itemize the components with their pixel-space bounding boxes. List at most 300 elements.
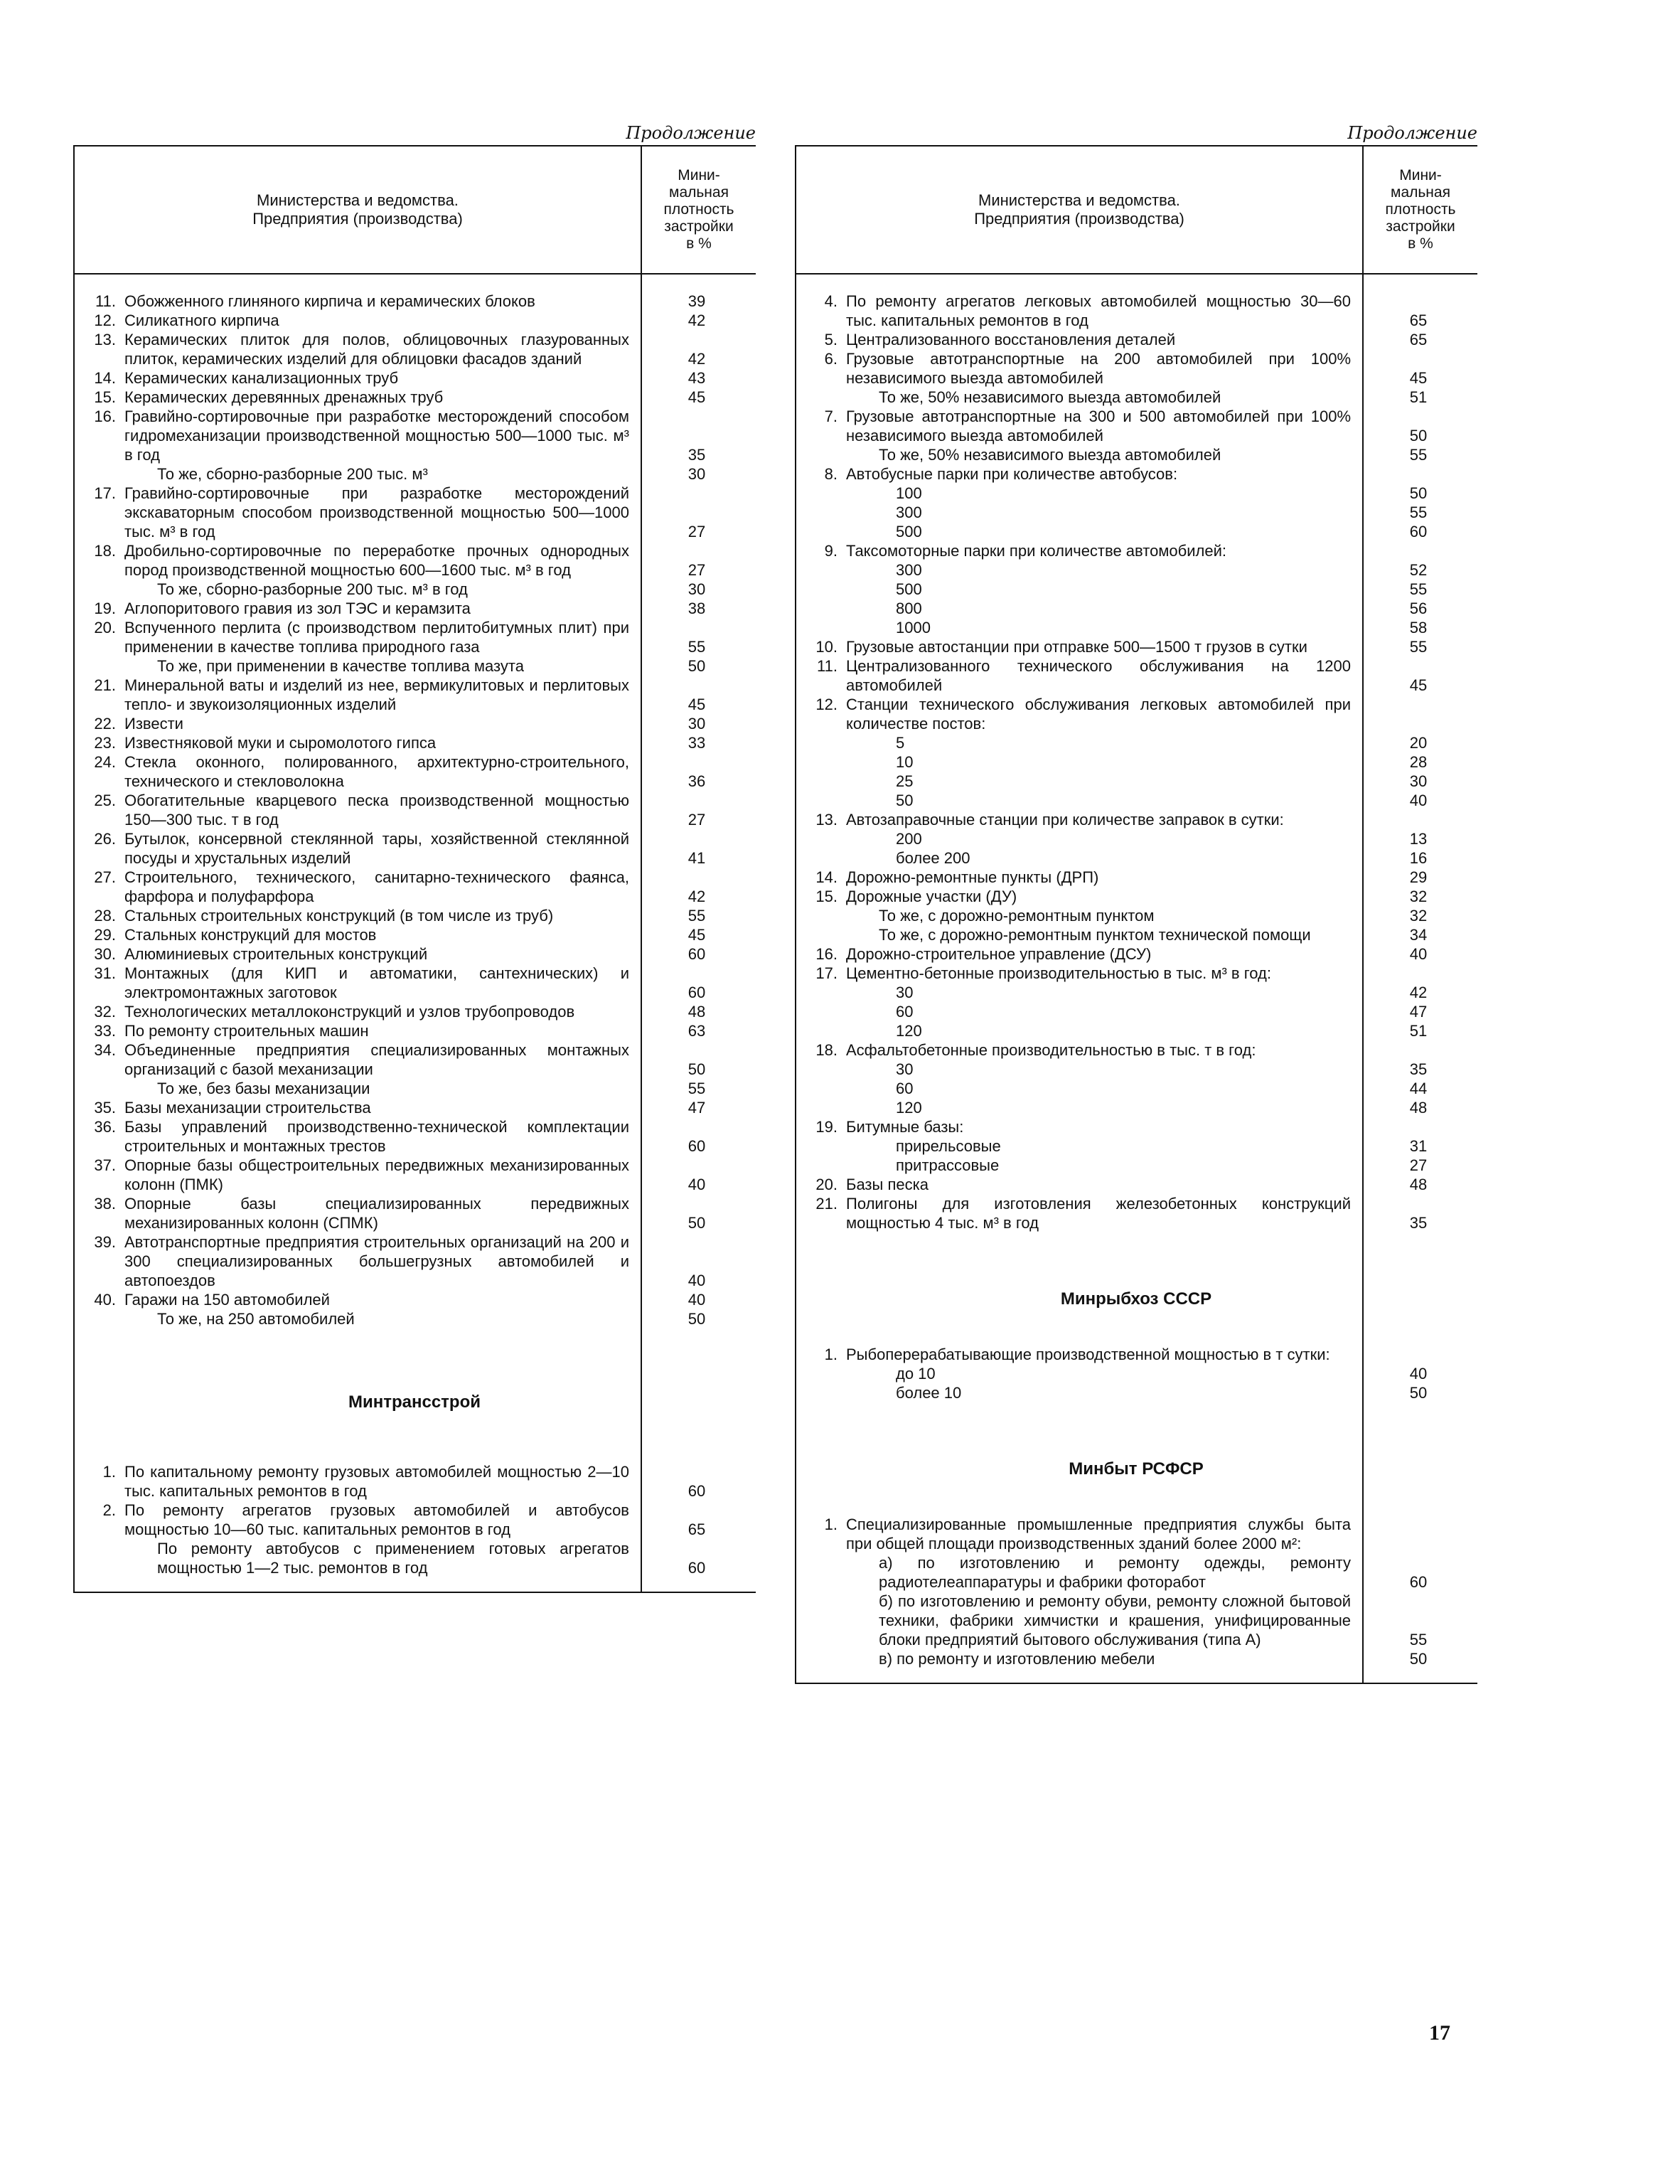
row-label: Базы управлений производственно-технической комплектации строительных и монтажных трестов: [124, 1118, 629, 1155]
row-number: 33.: [94, 1022, 116, 1040]
row-number: [795, 791, 846, 810]
table-row: [795, 983, 1477, 1002]
table-row: [795, 1383, 1477, 1402]
row-number: [73, 656, 124, 676]
row-number: [795, 1649, 846, 1668]
row-number: 4.: [824, 292, 838, 310]
row-number: 20.: [815, 1176, 838, 1193]
row-number: 14.: [815, 868, 838, 886]
table-row: [795, 1364, 1477, 1383]
table-header: [73, 147, 756, 275]
row-value: 50: [1409, 427, 1428, 444]
table-row: [73, 1117, 756, 1156]
table-row: [795, 964, 1477, 983]
row-value: 47: [1409, 1003, 1428, 1021]
row-label: По ремонту агрегатов легковых автомобилей мощностью 30—60 тыс. капитальных ремонтов в год: [846, 292, 1351, 329]
row-label: То же, без базы механизации: [157, 1080, 370, 1097]
table-row: [795, 695, 1477, 733]
row-label: Базы механизации строительства: [124, 1099, 371, 1117]
table-row: [73, 944, 756, 964]
row-value: 40: [687, 1176, 706, 1193]
row-value: 50: [1409, 484, 1428, 502]
left-column: [73, 121, 756, 1593]
row-value: 29: [1409, 868, 1428, 886]
row-label: Объединенные предприятия специализированных монтажных организаций с базой механизации: [124, 1041, 629, 1078]
row-label: Дорожно-строительное управление (ДСУ): [846, 945, 1152, 963]
row-label: Керамических деревянных дренажных труб: [124, 388, 444, 406]
continued-label: Продолжение: [1347, 123, 1477, 143]
row-label: По ремонту агрегатов грузовых автомобилей и автобусов мощностью 10—60 тыс. капитальных ремонтов в год: [124, 1501, 629, 1538]
row-value: 27: [687, 561, 706, 579]
table-row: [795, 752, 1477, 772]
row-value: 63: [687, 1022, 706, 1040]
row-value: 50: [687, 1214, 706, 1232]
table-row: [73, 752, 756, 791]
row-label: Стальных конструкций для мостов: [124, 926, 377, 944]
row-label: То же, с дорожно-ремонтным пунктом: [879, 907, 1155, 925]
row-number: 2.: [102, 1501, 116, 1519]
table-row: [795, 1156, 1477, 1175]
row-value: 40: [1409, 792, 1428, 809]
row-label: 30: [896, 984, 914, 1001]
row-label: То же, 50% независимого выезда автомобилей: [879, 388, 1221, 406]
row-value: 30: [687, 715, 706, 733]
table-row: [795, 407, 1477, 445]
row-number: [795, 848, 846, 868]
header-ministries: Министерства и ведомства. Предприятия (производства): [252, 191, 463, 228]
row-label: Централизованного технического обслуживания на 1200 автомобилей: [846, 657, 1351, 694]
table-row: [795, 1175, 1477, 1194]
right-column: [795, 121, 1477, 1684]
row-number: [795, 752, 846, 772]
table-row: [795, 772, 1477, 791]
row-number: 1.: [824, 1516, 838, 1533]
row-value: 60: [687, 945, 706, 963]
table-row: [73, 464, 756, 484]
row-value: [1364, 541, 1477, 560]
row-label: Стальных строительных конструкций (в том числе из труб): [124, 907, 554, 925]
row-number: [795, 829, 846, 848]
row-number: [795, 388, 846, 407]
table-row: [795, 330, 1477, 349]
row-value: 27: [687, 811, 706, 829]
row-number: 18.: [815, 1041, 838, 1059]
row-value: 60: [687, 1559, 706, 1577]
table-row: [73, 791, 756, 829]
row-number: 19.: [815, 1118, 838, 1136]
row-value: 41: [687, 849, 706, 867]
row-value: 60: [687, 984, 706, 1001]
table-row: [795, 887, 1477, 906]
row-value: [1364, 810, 1477, 829]
table-row: [795, 1040, 1477, 1060]
row-label: прирельсовые: [896, 1137, 1001, 1155]
row-label: То же, с дорожно-ремонтным пунктом технической помощи: [879, 926, 1311, 944]
row-value: 55: [1409, 638, 1428, 656]
row-label: 30: [896, 1060, 914, 1078]
row-number: 30.: [94, 945, 116, 963]
row-value: 45: [1409, 369, 1428, 387]
row-value: 60: [1409, 1573, 1428, 1591]
row-value: 42: [687, 311, 706, 329]
row-label: То же, при применении в качестве топлива мазута: [157, 657, 524, 675]
row-label: Строительного, технического, санитарно-технического фаянса, фарфора и полуфарфора: [124, 868, 629, 905]
row-number: 18.: [94, 542, 116, 560]
row-label: в) по ремонту и изготовлению мебели: [879, 1650, 1155, 1668]
row-label: Силикатного кирпича: [124, 311, 279, 329]
row-number: [73, 1079, 124, 1098]
row-number: 20.: [94, 619, 116, 636]
table-row: [73, 1232, 756, 1290]
row-label: Дорожные участки (ДУ): [846, 888, 1017, 905]
row-label: Дробильно-сортировочные по переработке прочных однородных пород производственной мощностью 600—1600 тыс. м³ в год: [124, 542, 629, 579]
row-value: 45: [687, 926, 706, 944]
row-value: 55: [1409, 580, 1428, 598]
row-number: 14.: [94, 369, 116, 387]
table-row: [73, 484, 756, 541]
row-value: 30: [1409, 772, 1428, 790]
continued-label: Продолжение: [626, 123, 756, 143]
table-row: [795, 560, 1477, 580]
row-number: 17.: [815, 964, 838, 982]
row-value: 56: [1409, 600, 1428, 617]
row-number: [795, 1060, 846, 1079]
section-title: Минбыт РСФСР: [1069, 1459, 1204, 1479]
row-value: 42: [687, 888, 706, 905]
table-row: [795, 1002, 1477, 1021]
column-divider: [1362, 147, 1364, 1683]
row-number: [73, 580, 124, 599]
row-number: [795, 503, 846, 522]
row-value: 35: [687, 446, 706, 464]
row-value: 34: [1409, 926, 1428, 944]
row-label: Дорожно-ремонтные пункты (ДРП): [846, 868, 1099, 886]
row-value: 47: [687, 1099, 706, 1117]
table-row: [73, 656, 756, 676]
row-label: 300: [896, 561, 922, 579]
table-row: [795, 810, 1477, 829]
row-number: 16.: [815, 945, 838, 963]
row-number: 1.: [102, 1463, 116, 1481]
row-value: [1364, 464, 1477, 484]
table-row: [795, 484, 1477, 503]
row-label: а) по изготовлению и ремонту одежды, ремонту радиотелеаппаратуры и фабрики фоторабот: [879, 1554, 1351, 1591]
row-number: 40.: [94, 1291, 116, 1309]
row-number: 31.: [94, 964, 116, 982]
table-row: [73, 1098, 756, 1117]
row-value: 50: [1409, 1650, 1428, 1668]
row-value: 30: [687, 580, 706, 598]
row-value: 44: [1409, 1080, 1428, 1097]
row-number: 35.: [94, 1099, 116, 1117]
row-value: 60: [687, 1137, 706, 1155]
table-row: [73, 714, 756, 733]
table-row: [795, 637, 1477, 656]
row-value: 32: [1409, 888, 1428, 905]
row-label: 300: [896, 504, 922, 521]
row-number: 27.: [94, 868, 116, 886]
row-number: 36.: [94, 1118, 116, 1136]
row-label: Специализированные промышленные предприятия службы быта при общей площади производственных зданий более 2000 м²:: [846, 1516, 1351, 1552]
row-number: 1.: [824, 1346, 838, 1363]
row-value: 31: [1409, 1137, 1428, 1155]
row-number: [795, 983, 846, 1002]
row-value: 33: [687, 734, 706, 752]
row-value: 45: [1409, 676, 1428, 694]
table-body: [795, 275, 1477, 1683]
table-row: [795, 1060, 1477, 1079]
row-value: 48: [1409, 1099, 1428, 1117]
row-number: [795, 560, 846, 580]
row-label: Гравийно-сортировочные при разработке месторождений экскаваторным способом производственной мощностью 500—1000 тыс. м³ в год: [124, 484, 629, 540]
row-value: 50: [687, 1060, 706, 1078]
table-row: [73, 676, 756, 714]
row-number: 13.: [815, 811, 838, 829]
row-number: [795, 484, 846, 503]
table-row: [73, 1539, 756, 1577]
row-value: 55: [1409, 504, 1428, 521]
table-row: [795, 541, 1477, 560]
row-value: 42: [1409, 984, 1428, 1001]
table-row: [73, 906, 756, 925]
row-label: более 10: [896, 1384, 962, 1402]
row-number: [795, 772, 846, 791]
table-row: [795, 445, 1477, 464]
header-density: Мини- мальная плотность застройки в %: [663, 167, 734, 252]
table-row: [73, 868, 756, 906]
row-value: 30: [687, 465, 706, 483]
row-label: Минеральной ваты и изделий из нее, вермикулитовых и перлитовых тепло- и звукоизоляционных изделий: [124, 676, 629, 713]
table-body: [73, 275, 756, 1592]
row-number: 11.: [95, 292, 116, 310]
row-label: Монтажных (для КИП и автоматики, сантехнических) и электромонтажных заготовок: [124, 964, 629, 1001]
row-value: 45: [687, 388, 706, 406]
table-row: [795, 1649, 1477, 1668]
table-row: [73, 407, 756, 464]
table-row: [73, 1156, 756, 1194]
row-value: [1364, 1040, 1477, 1060]
row-label: То же, сборно-разборные 200 тыс. м³ в год: [157, 580, 468, 598]
row-number: [73, 464, 124, 484]
page-number: 17: [1429, 2021, 1450, 2045]
row-number: [795, 1136, 846, 1156]
table-row: [795, 848, 1477, 868]
row-value: 45: [687, 696, 706, 713]
row-number: 38.: [94, 1195, 116, 1213]
row-label: 120: [896, 1022, 922, 1040]
row-label: Вспученного перлита (с производством перлитобитумных плит) при применении в качестве топлива природного газа: [124, 619, 629, 656]
row-number: [795, 1592, 846, 1649]
row-label: 10: [896, 753, 914, 771]
table-row: [795, 618, 1477, 637]
row-label: Грузовые автотранспортные на 200 автомобилей при 100% независимого выезда автомобилей: [846, 350, 1351, 387]
row-number: [795, 1079, 846, 1098]
row-value: 36: [687, 772, 706, 790]
row-number: 28.: [94, 907, 116, 925]
row-value: [1364, 1117, 1477, 1136]
table-row: [795, 829, 1477, 848]
row-value: 60: [1409, 523, 1428, 540]
row-value: 50: [1409, 1384, 1428, 1402]
row-value: [1364, 695, 1477, 733]
row-number: [795, 906, 846, 925]
row-number: 8.: [824, 465, 838, 483]
row-number: [795, 1364, 846, 1383]
table-row: [73, 580, 756, 599]
row-label: 60: [896, 1003, 914, 1021]
row-label: 200: [896, 830, 922, 848]
row-number: 22.: [94, 715, 116, 733]
row-label: Керамических канализационных труб: [124, 369, 399, 387]
row-label: Известняковой муки и сыромолотого гипса: [124, 734, 437, 752]
table-row: [795, 1592, 1477, 1649]
table-row: [73, 388, 756, 407]
row-value: 20: [1409, 734, 1428, 752]
table-row: [73, 1290, 756, 1309]
table-row: [73, 618, 756, 656]
row-label: Рыбоперерабатывающие производственной мощностью в т сутки:: [846, 1346, 1330, 1363]
row-number: 21.: [815, 1195, 838, 1213]
row-value: 65: [1409, 311, 1428, 329]
row-value: 16: [1409, 849, 1428, 867]
row-label: Базы песка: [846, 1176, 929, 1193]
row-label: Полигоны для изготовления железобетонных конструкций мощностью 4 тыс. м³ в год: [846, 1195, 1351, 1232]
row-label: Керамических плиток для полов, облицовочных глазурованных плиток, керамических изделий для облицовки фасадов зданий: [124, 331, 629, 368]
row-label: Аглопоритового гравия из зол ТЭС и керамзита: [124, 600, 471, 617]
table-row: [795, 349, 1477, 388]
row-label: То же, на 250 автомобилей: [157, 1310, 355, 1328]
table-row: [73, 925, 756, 944]
row-value: 40: [1409, 1365, 1428, 1383]
row-number: 24.: [94, 753, 116, 771]
row-label: Гаражи на 150 автомобилей: [124, 1291, 330, 1309]
row-number: [795, 445, 846, 464]
row-value: 35: [1409, 1214, 1428, 1232]
table-row: [795, 1515, 1477, 1553]
table-row: [73, 964, 756, 1002]
table-row: [795, 906, 1477, 925]
row-number: 32.: [94, 1003, 116, 1021]
row-number: 6.: [824, 350, 838, 368]
row-number: [795, 522, 846, 541]
row-value: 28: [1409, 753, 1428, 771]
row-number: [795, 925, 846, 944]
row-number: 39.: [94, 1233, 116, 1251]
table-row: [73, 1501, 756, 1539]
row-number: [795, 618, 846, 637]
row-number: [795, 580, 846, 599]
table-row: [795, 580, 1477, 599]
row-number: [73, 1309, 124, 1328]
row-label: 50: [896, 792, 914, 809]
row-value: 27: [687, 523, 706, 540]
table-row: [73, 599, 756, 618]
row-value: 43: [687, 369, 706, 387]
row-value: 50: [687, 657, 706, 675]
row-label: Асфальтобетонные производительностью в тыс. т в год:: [846, 1041, 1256, 1059]
table-row: [795, 1136, 1477, 1156]
row-label: 25: [896, 772, 914, 790]
table-header: [795, 147, 1477, 275]
row-label: По ремонту автобусов с применением готовых агрегатов мощностью 1—2 тыс. ремонтов в год: [157, 1540, 629, 1577]
row-number: 17.: [94, 484, 116, 502]
row-number: 21.: [94, 676, 116, 694]
row-value: 52: [1409, 561, 1428, 579]
row-number: 37.: [94, 1156, 116, 1174]
row-number: 16.: [94, 407, 116, 425]
row-label: Гравийно-сортировочные при разработке месторождений способом гидромеханизации производственной мощностью 500—1000 тыс. м³ в год: [124, 407, 629, 464]
table-row: [73, 733, 756, 752]
row-number: 5.: [824, 331, 838, 348]
row-value: 32: [1409, 907, 1428, 925]
table-row: [795, 1194, 1477, 1232]
table-row: [73, 1309, 756, 1328]
table-row: [73, 1462, 756, 1501]
row-number: [795, 1553, 846, 1592]
row-label: Извести: [124, 715, 183, 733]
row-value: 51: [1409, 1022, 1428, 1040]
row-number: 15.: [815, 888, 838, 905]
row-number: 7.: [824, 407, 838, 425]
row-label: Обожженного глиняного кирпича и керамических блоков: [124, 292, 535, 310]
row-number: [795, 1156, 846, 1175]
row-value: [1364, 1345, 1477, 1364]
row-value: 40: [687, 1272, 706, 1289]
row-value: 60: [687, 1482, 706, 1500]
row-label: Грузовые автотранспортные на 300 и 500 автомобилей при 100% независимого выезда автомобилей: [846, 407, 1351, 444]
row-value: 38: [687, 600, 706, 617]
row-number: 23.: [94, 734, 116, 752]
row-label: 5: [896, 734, 905, 752]
row-number: 26.: [94, 830, 116, 848]
row-label: 1000: [896, 619, 931, 636]
row-value: 58: [1409, 619, 1428, 636]
row-value: 40: [1409, 945, 1428, 963]
table-row: [73, 330, 756, 368]
row-value: 39: [687, 292, 706, 310]
row-value: 13: [1409, 830, 1428, 848]
row-value: 40: [687, 1291, 706, 1309]
row-value: [1364, 1515, 1477, 1553]
table-row: [795, 522, 1477, 541]
row-value: 48: [687, 1003, 706, 1021]
table-row: [73, 1021, 756, 1040]
row-value: 55: [687, 638, 706, 656]
row-value: 51: [1409, 388, 1428, 406]
row-number: 34.: [94, 1041, 116, 1059]
row-label: Автобусные парки при количестве автобусов:: [846, 465, 1178, 483]
row-number: 11.: [817, 657, 838, 675]
row-number: 12.: [815, 696, 838, 713]
row-label: 800: [896, 600, 922, 617]
row-label: Опорные базы специализированных передвижных механизированных колонн (СПМК): [124, 1195, 629, 1232]
row-value: [1364, 964, 1477, 983]
table-row: [795, 503, 1477, 522]
row-value: 55: [687, 1080, 706, 1097]
row-number: [795, 1383, 846, 1402]
header-ministries: Министерства и ведомства. Предприятия (производства): [974, 191, 1184, 228]
table-row: [795, 656, 1477, 695]
row-label: Стекла оконного, полированного, архитектурно-строительного, технического и стекловолокна: [124, 753, 629, 790]
table-row: [795, 599, 1477, 618]
table-row: [73, 311, 756, 330]
row-value: 50: [687, 1310, 706, 1328]
row-label: Опорные базы общестроительных передвижных механизированных колонн (ПМК): [124, 1156, 629, 1193]
table-row: [795, 1553, 1477, 1592]
section-title: Минрыбхоз СССР: [1060, 1289, 1212, 1309]
row-label: То же, сборно-разборные 200 тыс. м³: [157, 465, 428, 483]
table-row: [73, 541, 756, 580]
